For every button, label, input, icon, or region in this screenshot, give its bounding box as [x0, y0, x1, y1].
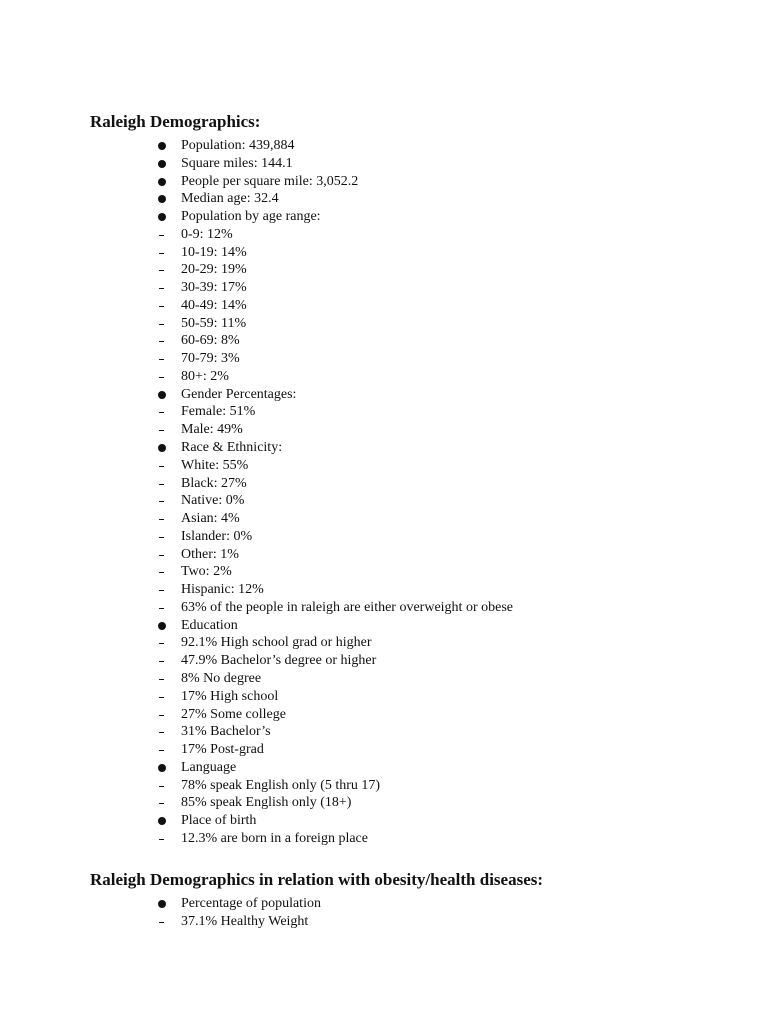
list-item-text: Place of birth	[181, 813, 257, 829]
list-item	[0, 741, 768, 759]
list-item	[0, 386, 768, 404]
dash-icon	[159, 634, 167, 652]
list-item-text: 17% High school	[181, 688, 279, 704]
list-item-text: 60-69: 8%	[181, 333, 240, 349]
section-heading: Raleigh Demographics:	[90, 112, 261, 131]
list-item-text: Female: 51%	[181, 404, 256, 420]
list-item-text: Median age: 32.4	[181, 191, 279, 207]
list-item	[0, 315, 768, 333]
list-item	[0, 137, 768, 155]
list-item-text: Asian: 4%	[181, 511, 240, 527]
dash-icon	[159, 475, 167, 493]
list-item	[0, 794, 768, 812]
list-item	[0, 777, 768, 795]
list-item	[0, 830, 768, 848]
list-item-text: 0-9: 12%	[181, 226, 233, 242]
list-item	[0, 599, 768, 617]
list-item-text: Percentage of population	[181, 896, 321, 911]
list-item-text: 70-79: 3%	[181, 351, 240, 367]
dash-icon	[159, 706, 167, 724]
list-item	[0, 297, 768, 315]
list-item-text: Race & Ethnicity:	[181, 440, 283, 456]
list-item-text: 40-49: 14%	[181, 297, 247, 313]
list-item-text: Education	[181, 617, 238, 633]
dash-icon	[159, 777, 167, 795]
list-item-text: 10-19: 14%	[181, 244, 247, 260]
list-item	[0, 563, 768, 581]
list-item	[0, 368, 768, 386]
bullet-icon	[158, 386, 168, 404]
dash-icon	[159, 261, 167, 279]
demographics-list	[0, 137, 768, 848]
list-item	[0, 706, 768, 724]
list-item	[0, 190, 768, 208]
list-item-text: Hispanic: 12%	[181, 582, 264, 598]
list-item-text: Language	[181, 759, 237, 775]
dash-icon	[159, 670, 167, 688]
list-item	[0, 421, 768, 439]
list-item-text: Male: 49%	[181, 422, 243, 438]
list-item-text: Islander: 0%	[181, 528, 253, 544]
dash-icon	[159, 741, 167, 759]
list-item	[0, 492, 768, 510]
dash-icon	[159, 688, 167, 706]
dash-icon	[159, 599, 167, 617]
list-item-text: Two: 2%	[181, 564, 232, 580]
list-item-text: 47.9% Bachelor’s degree or higher	[181, 653, 377, 669]
dash-icon	[159, 279, 167, 297]
dash-icon	[159, 830, 167, 848]
list-item	[0, 895, 768, 913]
list-item	[0, 261, 768, 279]
dash-icon	[159, 510, 167, 528]
list-item	[0, 475, 768, 493]
list-item	[0, 723, 768, 741]
list-item	[0, 350, 768, 368]
list-item	[0, 759, 768, 777]
dash-icon	[159, 492, 167, 510]
list-item	[0, 457, 768, 475]
dash-icon	[159, 244, 167, 262]
list-item-text: Gender Percentages:	[181, 386, 297, 402]
list-item-text: People per square mile: 3,052.2	[181, 173, 359, 189]
dash-icon	[159, 315, 167, 333]
list-item-text: 20-29: 19%	[181, 262, 247, 278]
obesity-list	[0, 895, 768, 931]
dash-icon	[159, 546, 167, 564]
list-item-text: 50-59: 11%	[181, 315, 247, 331]
list-item	[0, 173, 768, 191]
bullet-icon	[158, 173, 168, 191]
list-item	[0, 581, 768, 599]
dash-icon	[159, 350, 167, 368]
list-item	[0, 244, 768, 262]
list-item-text: 80+: 2%	[181, 368, 229, 384]
dash-icon	[159, 332, 167, 350]
bullet-icon	[158, 439, 168, 457]
list-item-text: Population by age range:	[181, 209, 321, 225]
dash-icon	[159, 652, 167, 670]
list-item	[0, 913, 768, 931]
dash-icon	[159, 723, 167, 741]
dash-icon	[159, 563, 167, 581]
list-item	[0, 226, 768, 244]
list-item-text: Black: 27%	[181, 475, 247, 491]
dash-icon	[159, 297, 167, 315]
bullet-icon	[158, 155, 168, 173]
list-item	[0, 155, 768, 173]
list-item-text: 12.3% are born in a foreign place	[181, 830, 368, 846]
dash-icon	[159, 421, 167, 439]
list-item	[0, 279, 768, 297]
list-item-text: 8% No degree	[181, 670, 262, 686]
list-item-text: 30-39: 17%	[181, 280, 247, 296]
bullet-icon	[158, 617, 168, 635]
bullet-icon	[158, 208, 168, 226]
dash-icon	[159, 368, 167, 386]
bullet-icon	[158, 895, 168, 913]
dash-icon	[159, 913, 167, 931]
dash-icon	[159, 528, 167, 546]
list-item	[0, 670, 768, 688]
bullet-icon	[158, 190, 168, 208]
list-item	[0, 634, 768, 652]
dash-icon	[159, 226, 167, 244]
list-item-text: White: 55%	[181, 457, 249, 473]
list-item-text: 37.1% Healthy Weight	[181, 913, 309, 929]
list-item-text: Square miles: 144.1	[181, 155, 293, 171]
list-item	[0, 528, 768, 546]
list-item	[0, 617, 768, 635]
section-heading: Raleigh Demographics in relation with obesity/health diseases:	[90, 870, 544, 889]
list-item	[0, 652, 768, 670]
list-item	[0, 546, 768, 564]
list-item-text: Population: 439,884	[181, 138, 295, 153]
list-item-text: 17% Post-grad	[181, 742, 264, 758]
list-item-text: 31% Bachelor’s	[181, 724, 271, 740]
dash-icon	[159, 457, 167, 475]
dash-icon	[159, 403, 167, 421]
list-item	[0, 439, 768, 457]
list-item	[0, 332, 768, 350]
list-item	[0, 403, 768, 421]
list-item-text: 92.1% High school grad or higher	[181, 635, 372, 651]
list-item-text: Native: 0%	[181, 493, 245, 509]
list-item	[0, 510, 768, 528]
list-item-text: 63% of the people in raleigh are either overweight or obese	[181, 599, 513, 615]
list-item-text: Other: 1%	[181, 546, 239, 562]
dash-icon	[159, 581, 167, 599]
bullet-icon	[158, 812, 168, 830]
bullet-icon	[158, 759, 168, 777]
list-item	[0, 208, 768, 226]
dash-icon	[159, 794, 167, 812]
list-item-text: 85% speak English only (18+)	[181, 795, 352, 811]
list-item	[0, 812, 768, 830]
list-item-text: 78% speak English only (5 thru 17)	[181, 777, 381, 793]
list-item	[0, 688, 768, 706]
list-item-text: 27% Some college	[181, 706, 286, 722]
bullet-icon	[158, 137, 168, 155]
